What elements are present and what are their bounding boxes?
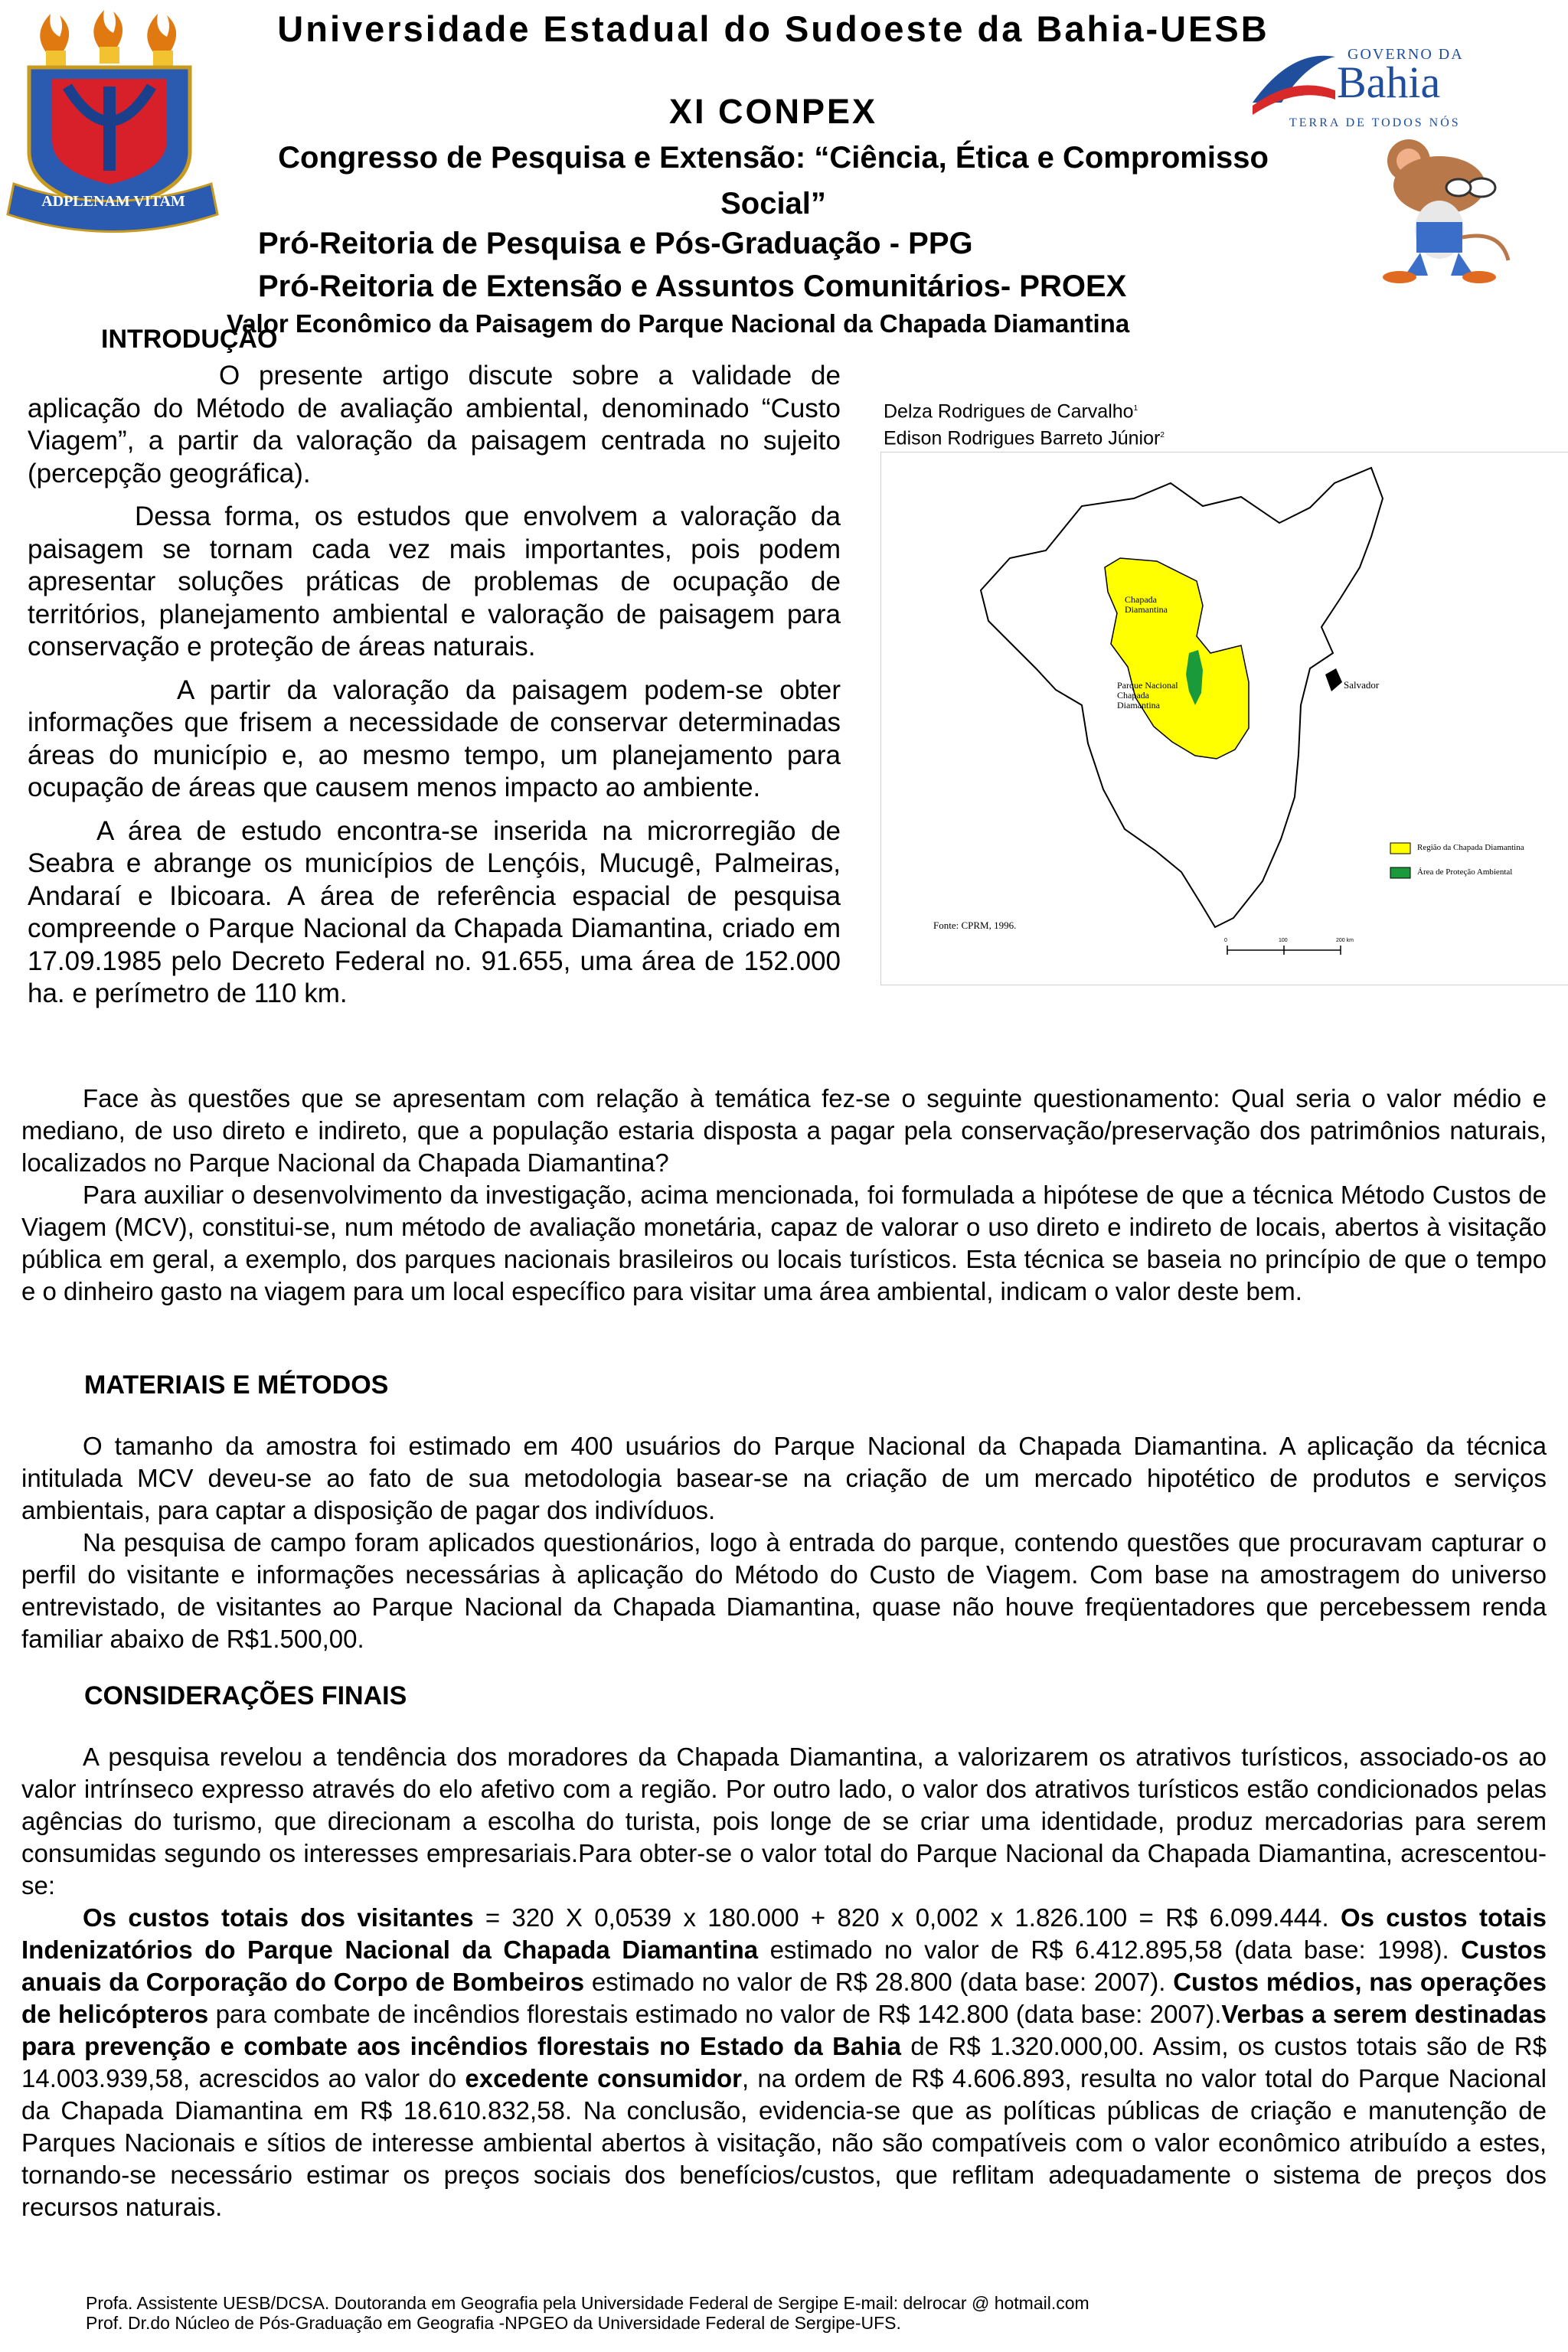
uesb-seal: [6, 6, 219, 236]
ppg-line: Pró-Reitoria de Pesquisa e Pós-Graduação - PPG: [258, 227, 973, 260]
governo-bahia-logo: [1248, 43, 1508, 135]
proex-line: Pró-Reitoria de Extensão e Assuntos Comunitários- PROEX: [258, 270, 1127, 303]
cost-item-text: estimado no valor de R$ 28.800 (data base: 2007).: [584, 1968, 1174, 1996]
cost-item-label: Os custos totais Indenizatórios do Parque Nacional da Chapada Diamantina: [21, 1903, 1547, 1964]
conclusions-costs-paragraph: [21, 1902, 1547, 2223]
mouse-mascot-illustration: [1363, 130, 1516, 283]
map-legend-1: Região da Chapada Diamantina: [1417, 843, 1524, 852]
authors: [884, 397, 1165, 451]
intro-paragraph-1: O presente artigo discute sobre a validade de aplicação do Método de avaliação ambiental, denominado “Custo Viagem”, a partir da valoração da paisagem centrada no sujeito (percepção geográfica).: [28, 361, 841, 488]
cost-item-text: para combate de incêndios florestais estimado no valor de R$ 142.800 (data base: 2007).: [208, 2000, 1222, 2028]
event-name: XI CONPEX: [668, 92, 878, 131]
seal-motto: ADPLENAM VITAM: [41, 193, 185, 210]
map-source: Fonte: CPRM, 1996.: [933, 920, 1017, 931]
gov-logo-line1: GOVERNO DA: [1348, 46, 1464, 63]
scale-tick-200: 200 km: [1336, 938, 1354, 943]
intro-left-column: [28, 360, 841, 1011]
methods-paragraph-1: O tamanho da amostra foi estimado em 400 usuários do Parque Nacional da Chapada Diamantina. A aplicação da técnica intitulada MCV deveu-se ao fato de sua metodologia basear-se na criação de um mercado hipotético de produtos e serviços ambientais, para captar a disposição de pagar dos indivíduos.: [21, 1432, 1547, 1524]
conclusions-body: [21, 1741, 1547, 2223]
cost-item-text: de R$ 1.320.000,00. Assim, os custos totais são de R$ 14.003.939,58, acrescidos ao valor do: [21, 2032, 1547, 2092]
cost-item-label: excedente consumidor: [465, 2064, 742, 2092]
study-area-map: [880, 452, 1568, 985]
scale-tick-0: 0: [1224, 938, 1227, 943]
intro-paragraph-3: A partir da valoração da paisagem podem-se obter informações que frisem a necessidade de conservar determinadas áreas do município e, ao mesmo tempo, um planejamento para ocupação de áreas que causem menos impacto ao ambiente.: [28, 675, 841, 802]
gov-logo-tagline: TERRA DE TODOS NÓS: [1289, 116, 1461, 129]
cost-item-label: Custos anuais da Corporação do Corpo de Bombeiros: [21, 1936, 1547, 1996]
intro-continued: [21, 1083, 1547, 1308]
author-1: Delza Rodrigues de Carvalho$^1$: [884, 400, 1138, 423]
congress-name: Congresso de Pesquisa e Extensão: “Ciência, Ética e Compromisso Social”: [278, 141, 1269, 220]
paper-title: Valor Econômico da Paisagem do Parque Nacional da Chapada Diamantina: [227, 309, 1130, 338]
legend-swatch-1: [1390, 843, 1410, 854]
conclusions-paragraph-1: A pesquisa revelou a tendência dos moradores da Chapada Diamantina, a valorizarem os atrativos turísticos, associado-os ao valor intrínseco expresso através do elo afetivo com a região. Por outro lado, o valor dos atrativos turísticos estão condicionados pelas agências do turismo, que direcionam a escolha do turista, pois longe de se criar uma identidade, produz mercadorias para serem consumidas segundo os interesses empresariais.Para obter-se o valor total do Parque Nacional da Chapada Diamantina, acrescentou-se:: [21, 1743, 1547, 1900]
footnote-1: Profa. Assistente UESB/DCSA. Doutoranda em Geografia pela Universidade Federal de Sergipe E-mail: delrocar @ hotmail.com: [86, 2293, 1089, 2313]
footnote-2: Prof. Dr.do Núcleo de Pós-Graduação em Geografia -NPGEO da Universidade Federal de Sergipe-UFS.: [86, 2313, 901, 2333]
intro-paragraph-5: Face às questões que se apresentam com relação à temática fez-se o seguinte questionamento: Qual seria o valor médio e mediano, de uso direto e indireto, que a população estaria disposta a pagar pela conservação/preservação dos patrimônios naturais, localizados no Parque Nacional da Chapada Diamantina?: [21, 1084, 1547, 1177]
cost-item-text: estimado no valor de R$ 6.412.895,58 (data base: 1998).: [758, 1936, 1462, 1964]
author-2: Edison Rodrigues Barreto Júnior$^2$: [884, 427, 1165, 449]
map-label-parque: Parque Nacional Chapada Diamantina: [1117, 680, 1178, 710]
intro-heading: INTRODUÇÃO: [101, 325, 278, 354]
map-legend-2: Área de Proteção Ambiental: [1417, 867, 1513, 877]
cost-item-text: , na ordem de R$ 4.606.893, resulta no valor total do Parque Nacional da Chapada Diamantina em R$ 18.610.832,58. Na conclusão, evidencia-se que as políticas públicas de criação e manutenção de Parques Nacionais e sítios de interesse ambiental abertos à visitação, não são compatíveis com o valor econômico atribuído a estes, tornando-se necessário estimar os preços sociais dos benefícios/custos, que reflitam adequadamente o sistema de preços dos recursos naturais.: [21, 2064, 1547, 2221]
intro-paragraph-2: Dessa forma, os estudos que envolvem a valoração da paisagem se tornam cada vez mais importantes, pois podem apresentar soluções práticas de problemas de ocupação de territórios, planejamento ambiental e valoração de paisagem para conservação e proteção de áreas naturais.: [28, 501, 841, 662]
cost-item-label: Os custos totais dos visitantes: [83, 1903, 474, 1932]
gov-logo-line2: Bahia: [1337, 57, 1441, 107]
map-label-chapada: Chapada Diamantina: [1125, 594, 1168, 615]
conclusions-heading: CONSIDERAÇÕES FINAIS: [84, 1681, 407, 1710]
cost-item-label: Custos médios, nas operações de helicópteros: [21, 1968, 1547, 2028]
methods-body: [21, 1430, 1547, 1655]
methods-heading: MATERIAIS E MÉTODOS: [84, 1370, 389, 1400]
intro-paragraph-6: Para auxiliar o desenvolvimento da investigação, acima mencionada, foi formulada a hipótese de que a técnica Método Custos de Viagem (MCV), constitui-se, num método de avaliação monetária, capaz de valorar o uso direto e indireto de locais, abertos à visitação pública em geral, a exemplo, dos parques nacionais brasileiros ou locais turísticos. Esta técnica se baseia no princípio de que o tempo e o dinheiro gasto na viagem para um local específico para visitar uma área ambiental, indicam o valor deste bem.: [21, 1181, 1547, 1305]
salvador-marker: [1325, 668, 1342, 691]
legend-swatch-2: [1390, 867, 1410, 878]
footnotes: [86, 2293, 1089, 2333]
cost-item-text: = 320 X 0,0539 x 180.000 + 820 x 0,002 x 1.826.100 = R$ 6.099.444.: [473, 1903, 1341, 1932]
university-name: Universidade Estadual do Sudoeste da Bahia-UESB: [277, 8, 1269, 49]
scale-tick-100: 100: [1279, 938, 1288, 943]
intro-paragraph-4: A área de estudo encontra-se inserida na microrregião de Seabra e abrange os municípios de Lençóis, Mucugê, Palmeiras, Andaraí e Ibicoara. A área de referência espacial de pesquisa compreende o Parque Nacional da Chapada Diamantina, criado em 17.09.1985 pelo Decreto Federal no. 91.655, uma área de 152.000 ha. e perímetro de 110 km.: [28, 815, 841, 1008]
methods-paragraph-2: Na pesquisa de campo foram aplicados questionários, logo à entrada do parque, contendo questões que procuravam capturar o perfil do visitante e informações necessárias à aplicação do Método do Custo de Viagem. Com base na amostragem do universo entrevistado, de visitantes ao Parque Nacional da Chapada Diamantina, quase não houve freqüentadores que percebessem renda familiar abaixo de R$1.500,00.: [21, 1528, 1547, 1653]
cost-item-label: Verbas a serem destinadas para prevenção e combate aos incêndios florestais no Estado da Bahia: [21, 2000, 1547, 2060]
map-label-salvador: Salvador: [1344, 679, 1380, 691]
